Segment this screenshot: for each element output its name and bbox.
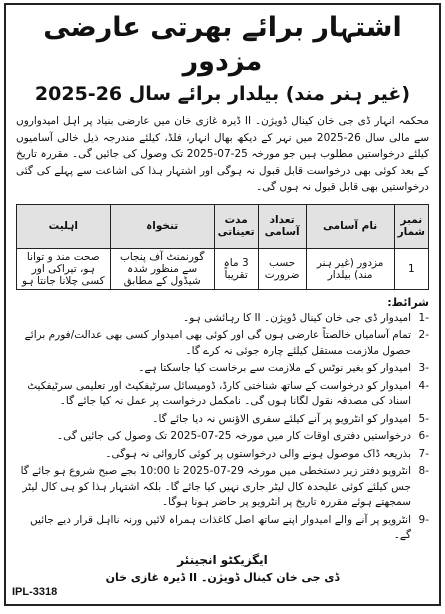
condition-item: انٹرویو پر آنے والے امیدوار اپنے ساتھ اصل کاغذات ہمراہ لائیں ورنہ نااہل قرار دیے جائیں گے۔ <box>30 513 411 541</box>
condition-item: امیدوار کو بغیر نوٹس کے ملازمت سے برخاست کیا جاسکتا ہے۔ <box>138 362 411 374</box>
page-title: اشتہار برائے بھرتی عارضی مزدور <box>43 12 402 77</box>
condition-item: امیدوار کو درخواست کے ساتھ شناختی کارڈ، ڈومیسائل سرٹیفکیٹ اور تعلیمی سرٹیفکیٹ اسناد کی مصدقہ نقول لگانا ہوں گی۔ نامکمل درخواست پر عمل نہ کیا جائے گا۔ <box>27 379 411 407</box>
header-duration: مدت تعیناتی <box>214 204 258 248</box>
advertisement-page <box>4 3 441 606</box>
cell-count: حسب ضرورت <box>258 248 306 289</box>
header-serial: نمبر شمار <box>394 204 428 248</box>
condition-item: امیدوار ڈی جی خان کینال ڈویژن۔ II کا رہائشی ہو۔ <box>183 311 411 324</box>
header-post: نام آسامی <box>306 204 394 248</box>
page-subtitle: (غیر ہنر مند) بیلدار برائے سال 26-2025 <box>34 83 411 105</box>
condition-item: تمام آسامیاں خالصتاً عارضی ہوں گی اور کوئی بھی امیدوار کسی بھی عدالت/فورم برائے حصول ملازمت مستقل کیلئے چارہ جوئی نہ کرے گا۔ <box>24 329 411 357</box>
signature-place: ڈی جی خان کینال ڈویژن۔ II ڈیرہ غازی خان <box>105 570 340 584</box>
condition-item: انٹرویو دفتر زیر دستخطی میں مورخہ 29-07-2025 تا 10:00 بجے صبح شروع ہو جائے گا جس کیلئے کوئی علیحدہ کال لیٹر جاری نہیں کیا جائے گا۔ بلکہ اشتہار ہذا کو ہی کال لیٹر سمجھتے ہوئے مقررہ تاریخ پر انٹرویو پر حاضر ہونا ہوگا۔ <box>20 465 411 508</box>
signature-block <box>16 552 429 586</box>
condition-item: بذریعہ ڈاک موصول ہونے والی درخواستوں پر کوئی کاروائی نہ ہوگی۔ <box>105 447 411 460</box>
conditions-heading: شرائط: <box>387 295 429 309</box>
table-header-row <box>17 204 429 248</box>
cell-salary: گورنمنٹ آف پنجاب سے منظور شدہ شیڈول کے مطابق <box>110 248 214 289</box>
signature-title: ایگزیکٹو انجینئر <box>177 552 268 567</box>
table-row <box>17 248 429 289</box>
intro-paragraph: محکمہ انہار ڈی جی خان کینال ڈویژن۔ II ڈیرہ غازی خان میں عارضی بنیاد پر اہل امیدواروں سے مالی سال 26-2025 میں نہر کے دیکھ بھال انہار، فلڈ، کیلئے مندرجہ ذیل خالی آسامیوں کیلئے درخواستیں مطلوب ہیں جو مورخہ 25-07-2025 تک وصول کی جائیں گی۔ مقررہ تاریخ کے بعد کوئی بھی درخواست قابل قبول نہ ہوگی اور اشتہار ہذا کی اشاعت سے پہلے کی گئی درخواستیں بھی قابل قبول نہ ہوں گی۔ <box>16 115 430 193</box>
cell-serial: 1 <box>394 248 428 289</box>
footer-code: IPL-3318 <box>12 586 58 598</box>
condition-item: درخواستیں دفتری اوقات کار میں مورخہ 25-07-2025 تک وصول کی جائیں گی۔ <box>56 430 411 442</box>
cell-post: مزدور (غیر ہنر مند) بیلدار <box>306 248 394 289</box>
cell-duration: 3 ماہ تقریباً <box>214 248 258 289</box>
header-count: تعداد آسامی <box>258 204 306 248</box>
header-salary: تنخواہ <box>110 204 214 248</box>
posts-table <box>16 204 429 290</box>
cell-eligibility: صحت مند و توانا ہو، تیراکی اور کسی چلانا جانتا ہو <box>17 248 111 289</box>
header-eligibility: اہلیت <box>17 204 111 248</box>
conditions-list <box>16 311 429 544</box>
condition-item: امیدوار کو انٹرویو پر آنے کیلئے سفری الاؤنس نہ دیا جائے گا۔ <box>152 412 411 425</box>
